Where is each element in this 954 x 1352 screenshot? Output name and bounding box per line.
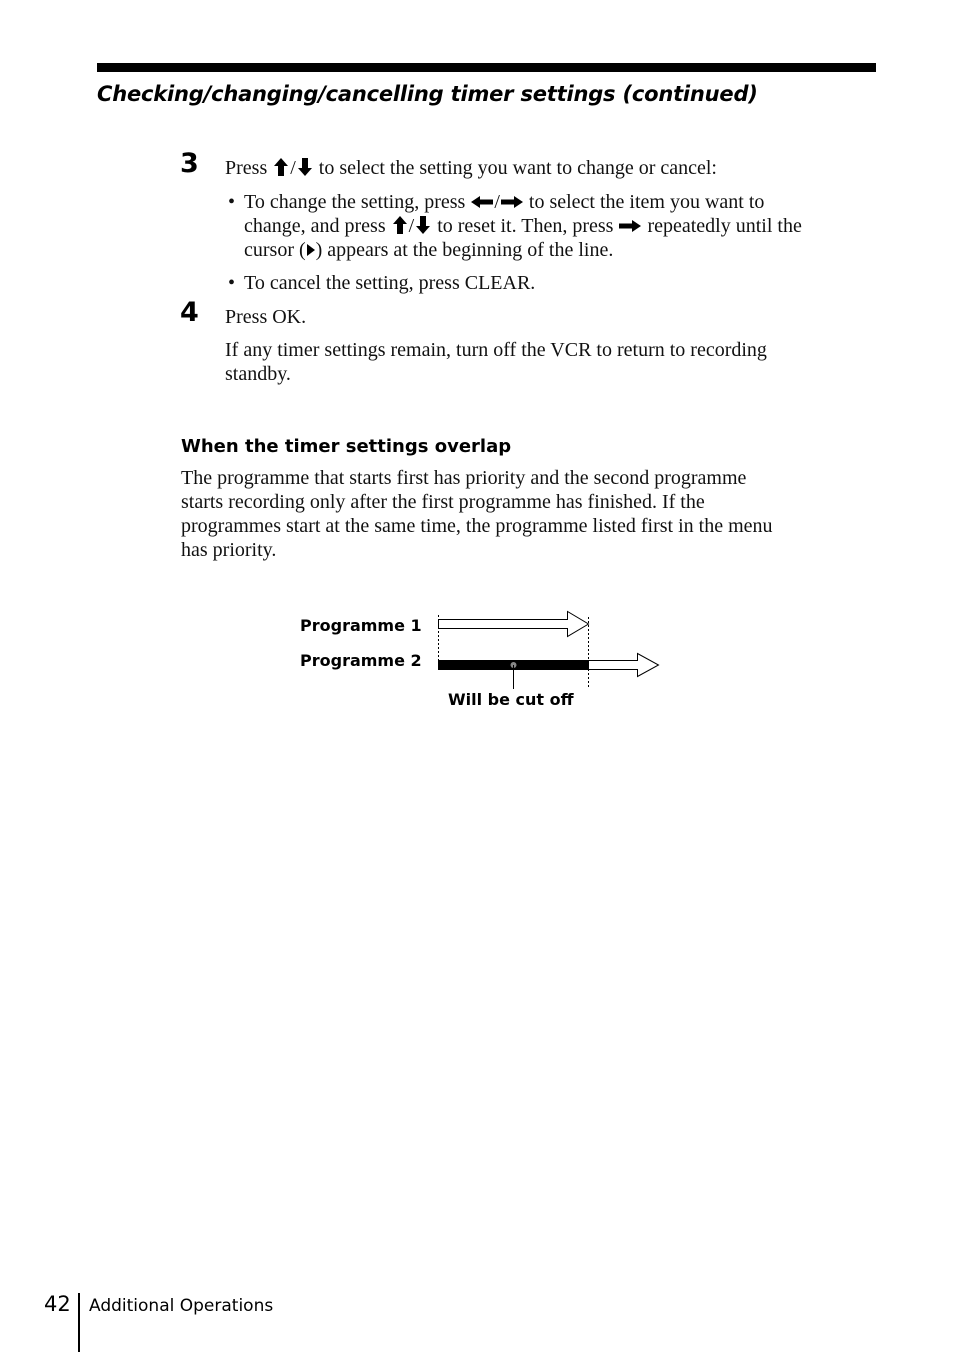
- programme-1-arrow: [439, 612, 589, 637]
- bullet-1-line-1: To change the setting, press / to select the item you want to: [244, 191, 765, 213]
- step-3-text-a: Press: [225, 157, 268, 179]
- step-4-note-line-1: If any timer settings remain, turn off the VCR to return to recording: [225, 339, 767, 361]
- bullet-1-text-c: change, and press: [244, 215, 386, 237]
- overlap-paragraph-line: The programme that starts first has priority and the second programme: [181, 467, 747, 489]
- step-4-text: Press OK.: [225, 306, 307, 328]
- left-arrow-icon: [470, 195, 494, 209]
- step-4-number: 4: [180, 297, 199, 328]
- bullet-1-text-e: repeatedly until the: [647, 215, 802, 237]
- right-arrow-icon: [500, 195, 524, 209]
- bullet-1-text-b: to select the item you want to: [528, 191, 765, 213]
- step-3-number: 3: [180, 148, 199, 179]
- down-arrow-icon: [296, 157, 314, 177]
- overlap-diagram: [430, 605, 670, 695]
- bullet-dot: •: [228, 272, 236, 294]
- up-arrow-icon: [391, 215, 409, 235]
- overlap-heading: When the timer settings overlap: [181, 436, 512, 457]
- bullet-1-text-g: ) appears at the beginning of the line.: [315, 239, 614, 261]
- bullet-1-text-f: cursor (: [244, 239, 306, 261]
- header-rule: [97, 63, 876, 72]
- overlap-paragraph-line: starts recording only after the first programme has finished. If the: [181, 491, 705, 513]
- step-4-note-line-2: standby.: [225, 363, 291, 385]
- down-arrow-icon: [414, 215, 432, 235]
- cut-off-label: Will be cut off: [448, 690, 574, 709]
- page-number: 42: [44, 1292, 71, 1316]
- bullet-1-line-2: change, and press / to reset it. Then, press repeatedly until the: [244, 215, 802, 237]
- footer-section-title: Additional Operations: [89, 1296, 274, 1316]
- bullet-2-text: To cancel the setting, press CLEAR.: [244, 272, 536, 294]
- bullet-1-text-d: to reset it. Then, press: [437, 215, 614, 237]
- programme-1-label: Programme 1: [300, 616, 422, 635]
- step-3-text-b: to select the setting you want to change or cancel:: [318, 157, 717, 179]
- overlap-paragraph-line: has priority.: [181, 539, 277, 561]
- programme-2-label: Programme 2: [300, 651, 422, 670]
- footer-rule: [78, 1293, 80, 1352]
- bullet-1-text-a: To change the setting, press: [244, 191, 466, 213]
- up-arrow-icon: [272, 157, 290, 177]
- step-3-text: Press / to select the setting you want to change or cancel:: [225, 157, 717, 179]
- bullet-1-line-3: [244, 238, 613, 262]
- programme-2-arrow: [589, 654, 659, 677]
- bullet-dot: •: [228, 191, 236, 213]
- page-title: Checking/changing/cancelling timer settings (continued): [97, 82, 758, 106]
- right-arrow-icon: [618, 219, 642, 233]
- cursor-triangle-icon: [306, 243, 316, 257]
- overlap-paragraph-line: programmes start at the same time, the programme listed first in the menu: [181, 515, 773, 537]
